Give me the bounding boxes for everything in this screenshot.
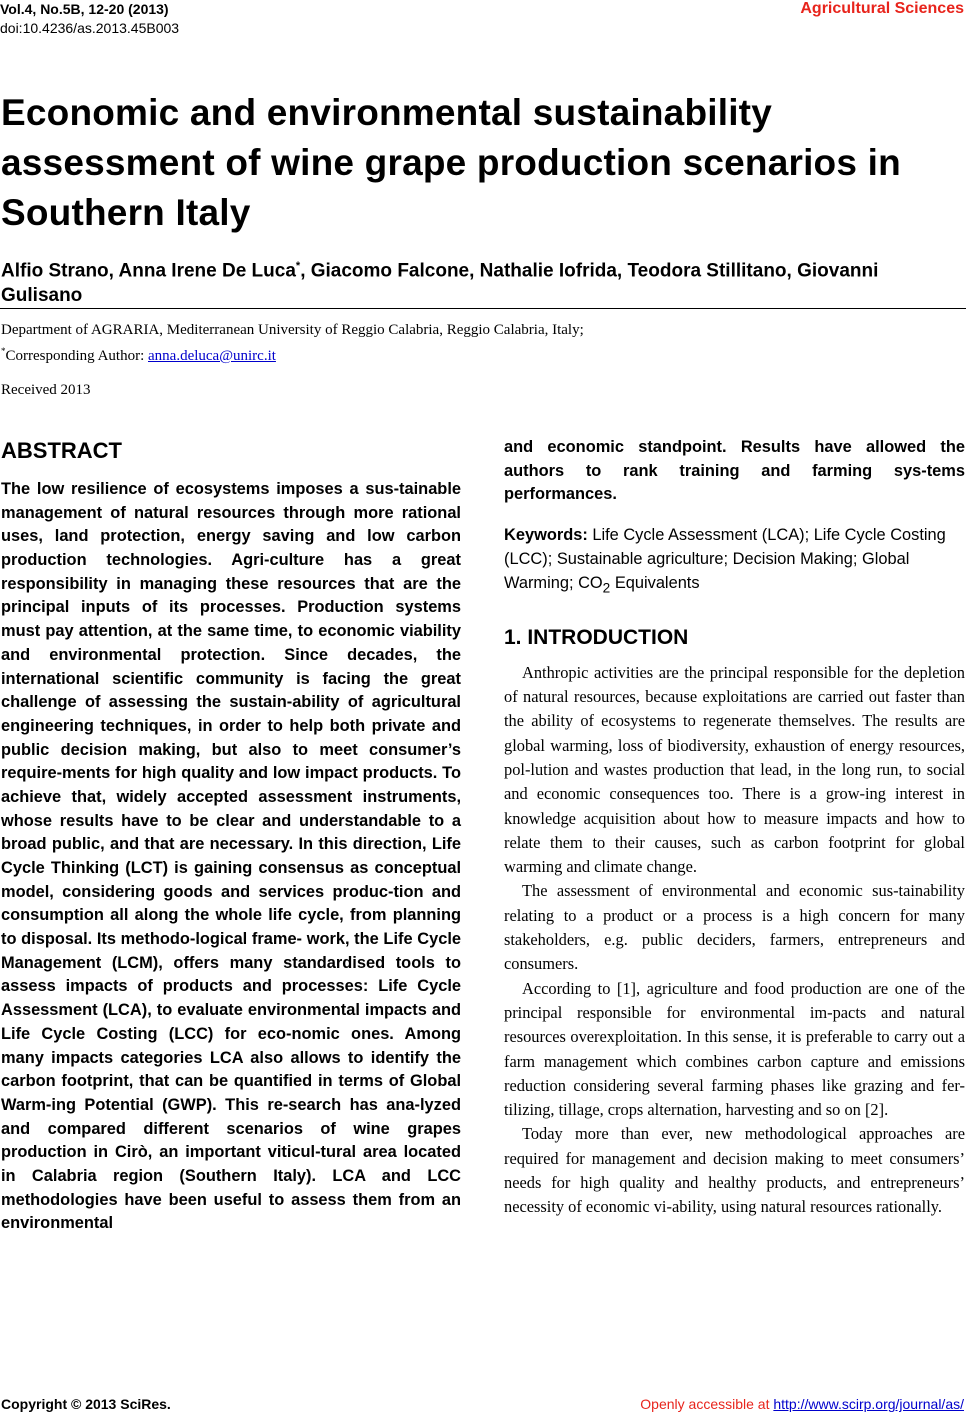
keywords-label: Keywords: <box>504 525 588 544</box>
intro-paragraph: Anthropic activities are the principal responsible for the depletion of natural resources, because exploitations are carried out faster than the ability of ecosystems to regenerate themselves. The results are global warming, loss of biodiversity, exhaustion of energy resources, pol-lution and wastes production that lead, in the long run, to social and economic consequences too. There is a grow-ing interest in knowledge acquisition about how to measure impacts and how to relate them to their causes, such as carbon footprint for global warming and climate change. <box>504 662 965 877</box>
doi: doi:10.4236/as.2013.45B003 <box>0 20 180 36</box>
corresponding-author <box>1 341 584 367</box>
running-header <box>0 0 179 38</box>
header-rule <box>0 308 966 309</box>
affiliation-block <box>1 320 584 367</box>
corresponding-label: Corresponding Author: <box>5 348 148 364</box>
journal-url-link[interactable]: http://www.scirp.org/journal/as/ <box>773 1396 964 1412</box>
introduction-heading: 1. INTRODUCTION <box>504 625 689 649</box>
volume-info: Vol.4, No.5B, 12-20 (2013) <box>0 1 169 17</box>
authors-part2: , Giacomo Falcone, Nathalie Iofrida, Teodora Stillitano, Giovanni Gulisano <box>1 260 879 307</box>
keywords <box>504 523 965 600</box>
right-column <box>504 436 965 1220</box>
corresponding-mark: * <box>295 260 301 272</box>
intro-paragraph: Today more than ever, new methodological approaches are required for management and decision making to meet consumers’ needs for high quality and healthy products, and entrepreneurs’ necessity of economic vi-ability, using natural resources rationally. <box>504 1124 965 1217</box>
received-date: Received 2013 <box>1 382 91 398</box>
journal-name: Agricultural Sciences <box>800 0 964 17</box>
access-text: Openly accessible at <box>640 1396 774 1412</box>
authors-part1: Alfio Strano, Anna Irene De Luca <box>1 260 296 282</box>
affiliation: Department of AGRARIA, Mediterranean University of Reggio Calabria, Reggio Calabria, Italy; <box>1 322 584 338</box>
copyright: Copyright © 2013 SciRes. <box>1 1396 171 1412</box>
keywords-tail: Equivalents <box>610 573 700 592</box>
keywords-subscript: 2 <box>602 579 611 595</box>
intro-paragraph: According to [1], agriculture and food production are one of the principal responsible for environmental im-pacts and natural resources overexploitation. In this sense, it is preferable to carry out a farm management which combines carbon capture and emissions reduction considering several farming phases like grazing and fer-tilizing, tillage, crops alternation, harvesting and so on [2]. <box>504 978 965 1120</box>
corresponding-mark-note: * <box>1 346 6 356</box>
abstract-text: The low resilience of ecosystems imposes a sus-tainable management of natural resources through more rational uses, land protection, energy saving and low carbon production technologies. Agri-culture has a great responsibility in managing these resources that are the principal inputs of its processes. Production systems must pay attention, at the same time, to economic viability and environmental protection. Since decades, the international scientific community is facing the great challenge of assessing the sustain-ability of agricultural engineering techniques, in order to help both private and public decision making, but also to meet consumer’s require-ments for high quality and low impact products. To achieve that, widely accepted assessment instruments, whose results have to be clear and understandable to a broad public, and that are necessary. In this direction, Life Cycle Thinking (LCT) is gaining consensus as conceptual model, considering goods and services produc-tion and consumption all along the whole life cycle, from planning to disposal. Its methodo-logical frame- work, the Life Cycle Management (LCM), offers many standardised tools to assess impacts of products and processes: Life Cycle Assessment (LCA), to evaluate environmental impacts and Life Cycle Costing (LCC) for eco-nomic ones. Among many impacts categories LCA also allows to identify the carbon footprint, that can be quantified in terms of Global Warm-ing Potential (GWP). This re-search has ana-lyzed and compared different scenarios of wine grapes production in Cirò, an important viticul-tural area located in Calabria region (Southern Italy). LCA and LCC methodologies have been useful to assess them from an environmental <box>1 480 461 1233</box>
abstract-text-continued: and economic standpoint. Results have allowed the authors to rank training and farming sys-tems performances. <box>504 438 965 503</box>
paper-title: Economic and environmental sustainability assessment of wine grape production scenarios in Southern Italy <box>1 92 901 233</box>
email-link[interactable]: anna.deluca@unirc.it <box>148 348 276 364</box>
author-list <box>1 254 961 308</box>
intro-paragraph: The assessment of environmental and economic sus-tainability relating to a product or a process is a high concern for many stakeholders, e.g. public deciders, farmers, entrepreneurs and consumers. <box>504 881 965 974</box>
abstract-heading: ABSTRACT <box>1 438 122 463</box>
access-note <box>640 1396 964 1412</box>
keywords-text: Life Cycle Assessment (LCA); Life Cycle Costing (LCC); Sustainable agriculture; Decision Making; Global Warming; CO <box>504 525 946 592</box>
